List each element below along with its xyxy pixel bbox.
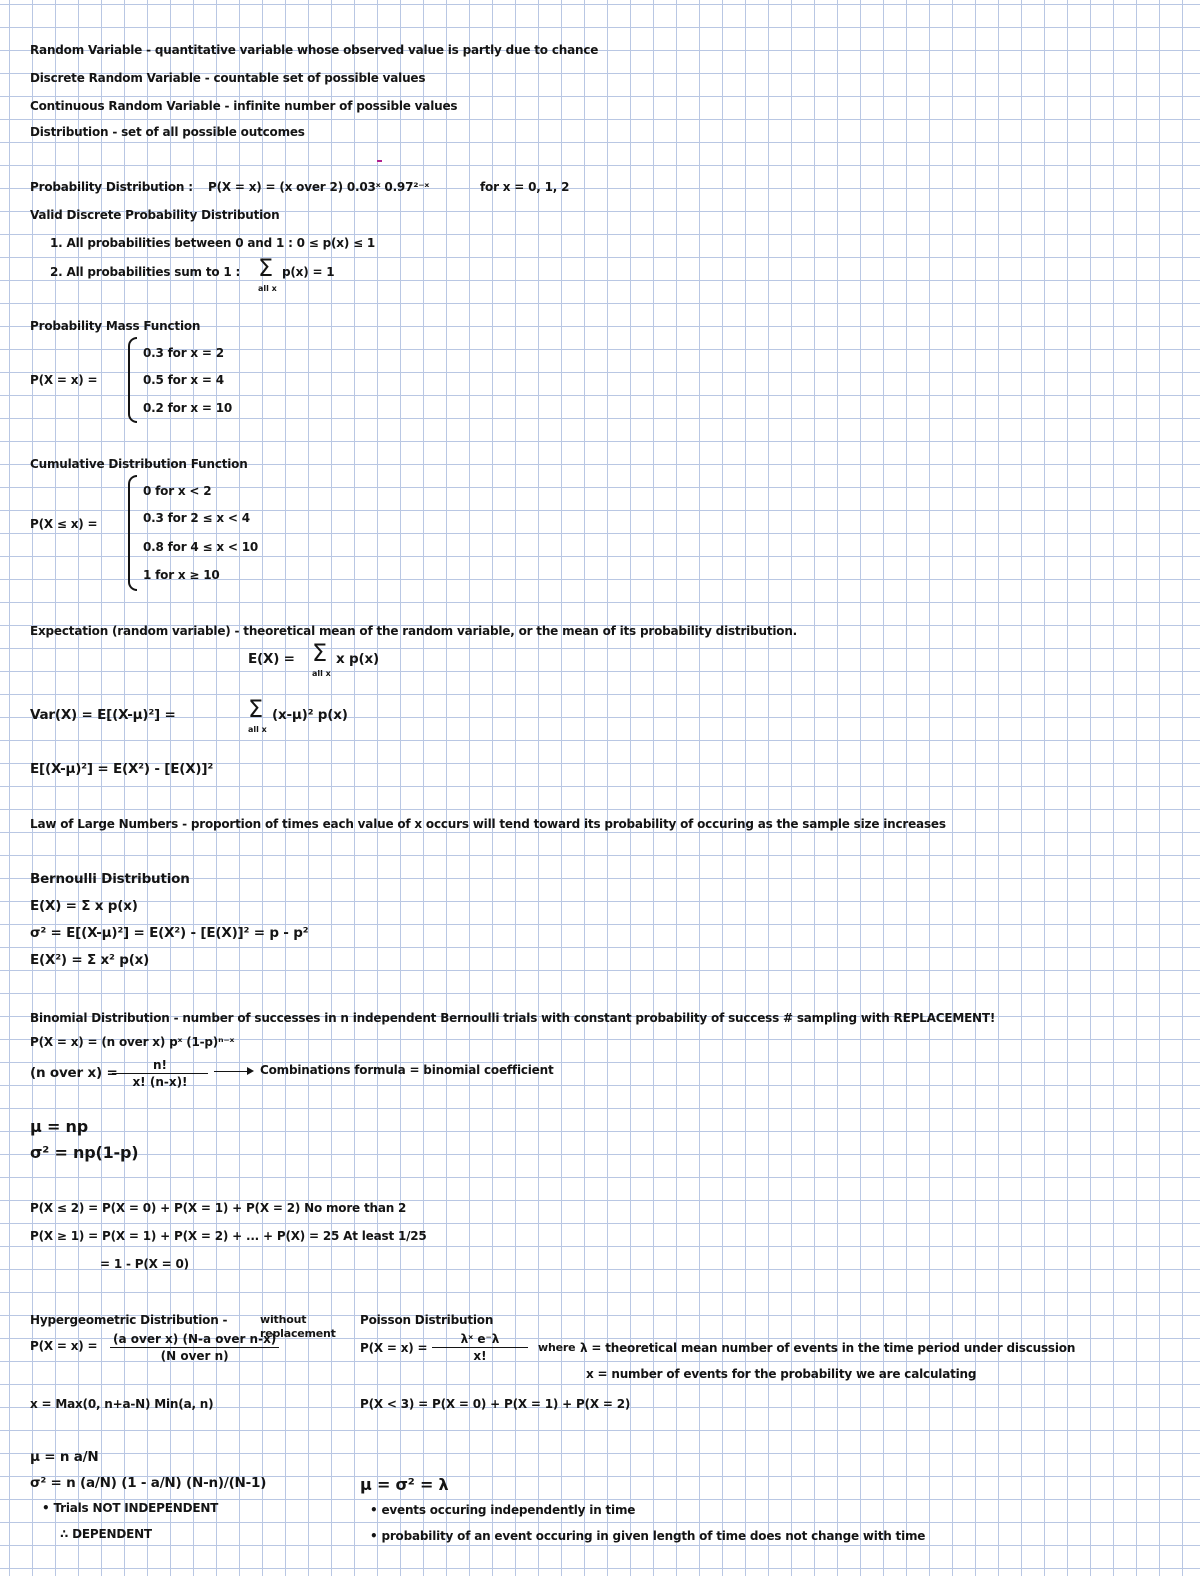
hypergeometric-note: • Trials NOT INDEPENDENT [42, 1501, 219, 1515]
cdf-brace [128, 475, 137, 591]
cdf-title: Cumulative Distribution Function [30, 457, 248, 471]
prob-dist-label: Probability Distribution : [30, 180, 193, 194]
valid-rule-1: 1. All probabilities between 0 and 1 : 0 ≤ p(x) ≤ 1 [50, 236, 376, 250]
hypergeometric-note: ∴ DEPENDENT [60, 1527, 152, 1541]
sigma-symbol: Σ [258, 254, 274, 282]
poisson-lambda-definition: λ = theoretical mean number of events in the time period under discussion [580, 1341, 1076, 1355]
pmf-brace [128, 337, 137, 423]
definition-discrete-rv: Discrete Random Variable - countable set of possible values [30, 71, 426, 85]
definition-random-variable: Random Variable - quantitative variable whose observed value is partly due to chance [30, 43, 599, 57]
variance-identity: E[(X-μ)²] = E(X²) - [E(X)]² [30, 761, 214, 777]
hypergeometric-variance: σ² = n (a/N) (1 - a/N) (N-n)/(N-1) [30, 1475, 267, 1491]
poisson-note: • events occuring independently in time [370, 1503, 636, 1517]
definition-distribution: Distribution - set of all possible outcomes [30, 125, 305, 139]
binomial-mean: μ = np [30, 1117, 88, 1136]
binomial-coef-note: Combinations formula = binomial coefficient [260, 1063, 554, 1077]
bernoulli-title: Bernoulli Distribution [30, 871, 190, 887]
poisson-lhs: P(X = x) = [360, 1341, 428, 1355]
fraction-denominator: (N over n) [160, 1349, 229, 1363]
cdf-case: 0.8 for 4 ≤ x < 10 [143, 540, 259, 554]
binomial-example-2: P(X ≥ 1) = P(X = 1) + P(X = 2) + ... + P(X) = 25 At least 1/25 [30, 1229, 427, 1243]
pmf-case: 0.5 for x = 4 [143, 373, 224, 387]
hypergeometric-mean: μ = n a/N [30, 1449, 99, 1465]
prob-dist-domain: for x = 0, 1, 2 [480, 180, 570, 194]
binomial-variance: σ² = np(1-p) [30, 1143, 139, 1162]
fraction-numerator: n! [112, 1058, 208, 1074]
hypergeometric-without: without [260, 1313, 307, 1326]
cdf-lhs: P(X ≤ x) = [30, 517, 98, 531]
hypergeometric-replacement: replacement [260, 1327, 336, 1340]
prob-dist-formula: P(X = x) = (x over 2) 0.03ˣ 0.97²⁻ˣ [208, 180, 430, 194]
bernoulli-variance: σ² = E[(X-μ)²] = E(X²) - [E(X)]² = p - p² [30, 925, 309, 941]
valid-rule-2-expr: p(x) = 1 [282, 265, 335, 279]
poisson-title: Poisson Distribution [360, 1313, 494, 1327]
valid-rule-2: 2. All probabilities sum to 1 : [50, 265, 241, 279]
hypergeometric-lhs: P(X = x) = [30, 1339, 98, 1353]
hypergeometric-fraction [110, 1332, 279, 1363]
valid-dist-title: Valid Discrete Probability Distribution [30, 208, 280, 222]
binomial-example-1: P(X ≤ 2) = P(X = 0) + P(X = 1) + P(X = 2) No more than 2 [30, 1201, 407, 1215]
sigma-subscript: all x [312, 669, 331, 678]
binomial-coef-fraction [112, 1058, 208, 1089]
bernoulli-second-moment: E(X²) = Σ x² p(x) [30, 952, 150, 968]
poisson-fraction [432, 1332, 528, 1363]
binomial-definition: Binomial Distribution - number of successes in n independent Bernoulli trials with constant probability of success # sampling with REPLACEMENT! [30, 1011, 996, 1025]
hypergeometric-range: x = Max(0, n+a-N) Min(a, n) [30, 1397, 214, 1411]
binomial-example-3: = 1 - P(X = 0) [100, 1257, 189, 1271]
sigma-subscript: all x [258, 284, 277, 293]
binomial-pmf: P(X = x) = (n over x) pˣ (1-p)ⁿ⁻ˣ [30, 1035, 235, 1049]
sigma-subscript: all x [248, 725, 267, 734]
variance-rhs: (x-μ)² p(x) [272, 707, 348, 723]
sigma-symbol: Σ [312, 639, 328, 667]
law-of-large-numbers: Law of Large Numbers - proportion of times each value of x occurs will tend toward its probability of occuring as the sample size increases [30, 817, 946, 831]
sigma-symbol: Σ [248, 695, 264, 723]
pmf-case: 0.3 for x = 2 [143, 346, 224, 360]
definition-continuous-rv: Continuous Random Variable - infinite number of possible values [30, 99, 458, 113]
arrow-right-icon [214, 1071, 252, 1072]
fraction-numerator: (a over x) (N-a over n-x) [110, 1332, 279, 1348]
pmf-case: 0.2 for x = 10 [143, 401, 233, 415]
fraction-denominator: x! (n-x)! [132, 1075, 188, 1089]
cdf-case: 1 for x ≥ 10 [143, 568, 220, 582]
fraction-numerator: λˣ e⁻λ [432, 1332, 528, 1348]
poisson-note: • probability of an event occuring in given length of time does not change with time [370, 1529, 926, 1543]
expectation-definition: Expectation (random variable) - theoretical mean of the random variable, or the mean of its probability distribution. [30, 624, 798, 638]
ink-mark [377, 160, 382, 162]
pmf-title: Probability Mass Function [30, 319, 201, 333]
poisson-where: where [538, 1341, 576, 1354]
hypergeometric-title: Hypergeometric Distribution - [30, 1313, 228, 1327]
variance-lhs: Var(X) = E[(X-μ)²] = [30, 707, 176, 723]
expectation-rhs: x p(x) [336, 651, 379, 667]
cdf-case: 0.3 for 2 ≤ x < 4 [143, 511, 250, 525]
poisson-example: P(X < 3) = P(X = 0) + P(X = 1) + P(X = 2) [360, 1397, 631, 1411]
pmf-lhs: P(X = x) = [30, 373, 98, 387]
expectation-lhs: E(X) = [248, 651, 295, 667]
bernoulli-expectation: E(X) = Σ x p(x) [30, 898, 138, 914]
cdf-case: 0 for x < 2 [143, 484, 212, 498]
poisson-mean-variance: μ = σ² = λ [360, 1475, 449, 1494]
binomial-coef-lhs: (n over x) = [30, 1065, 118, 1081]
fraction-denominator: x! [473, 1349, 487, 1363]
poisson-x-definition: x = number of events for the probability we are calculating [586, 1367, 977, 1381]
